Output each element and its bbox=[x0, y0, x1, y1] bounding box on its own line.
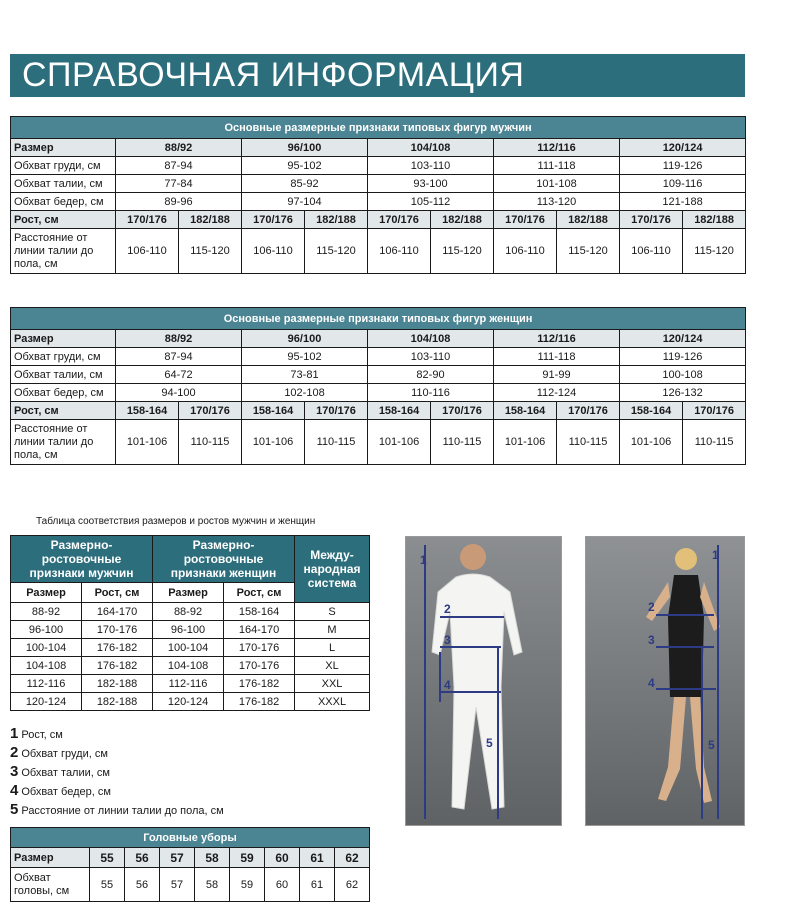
table-row bbox=[11, 621, 370, 639]
cell: 100-104 bbox=[11, 639, 82, 657]
height-cell: 170/176 bbox=[242, 211, 305, 229]
height-cell: 170/176 bbox=[557, 402, 620, 420]
cell: M bbox=[295, 621, 370, 639]
size-cell: 120/124 bbox=[620, 139, 746, 157]
table-caption: Основные размерные признаки типовых фигур мужчин bbox=[11, 117, 746, 139]
legend-number: 2 bbox=[10, 744, 19, 761]
cell: 101-106 bbox=[242, 420, 305, 465]
cell: 106-110 bbox=[494, 229, 557, 274]
man-figure bbox=[406, 537, 563, 827]
cell: 101-106 bbox=[620, 420, 683, 465]
size-cell: 96/100 bbox=[242, 139, 368, 157]
height-cell: 170/176 bbox=[620, 211, 683, 229]
cell: 58 bbox=[195, 868, 230, 902]
table-row bbox=[11, 193, 746, 211]
cell: 170-176 bbox=[224, 639, 295, 657]
height-cell: 170/176 bbox=[179, 402, 242, 420]
cell: 104-108 bbox=[11, 657, 82, 675]
legend-number: 5 bbox=[10, 801, 19, 818]
cell: 57 bbox=[160, 868, 195, 902]
row-label: Расстояние от линии талии до пола, см bbox=[11, 420, 116, 465]
cell: 158-164 bbox=[224, 603, 295, 621]
table-row bbox=[11, 366, 746, 384]
cell: 102-108 bbox=[242, 384, 368, 402]
cell: 109-116 bbox=[620, 175, 746, 193]
cell: 101-108 bbox=[494, 175, 620, 193]
marker-4: 4 bbox=[444, 678, 451, 692]
table-row bbox=[11, 639, 370, 657]
height-cell: 182/188 bbox=[305, 211, 368, 229]
legend-text: Обхват груди, см bbox=[21, 748, 108, 760]
cell: 112-124 bbox=[494, 384, 620, 402]
height-cell: 158-164 bbox=[620, 402, 683, 420]
marker-2: 2 bbox=[648, 600, 655, 614]
cell: 110-115 bbox=[431, 420, 494, 465]
cell: 182-188 bbox=[82, 675, 153, 693]
cell: 164-170 bbox=[224, 621, 295, 639]
height-cell: 158-164 bbox=[368, 402, 431, 420]
cell: 61 bbox=[300, 868, 335, 902]
marker-3: 3 bbox=[444, 633, 451, 647]
sub-header: Размер bbox=[153, 583, 224, 603]
women-size-table bbox=[10, 307, 746, 465]
cell: 101-106 bbox=[368, 420, 431, 465]
cell: 115-120 bbox=[431, 229, 494, 274]
legend-number: 3 bbox=[10, 763, 19, 780]
size-cell: 55 bbox=[90, 848, 125, 868]
cell: 60 bbox=[265, 868, 300, 902]
height-cell: 158-164 bbox=[242, 402, 305, 420]
marker-1: 1 bbox=[712, 548, 719, 562]
cell: 115-120 bbox=[683, 229, 746, 274]
height-label: Рост, см bbox=[11, 211, 116, 229]
table-row bbox=[11, 868, 370, 902]
cell: 103-110 bbox=[368, 157, 494, 175]
cell: 93-100 bbox=[368, 175, 494, 193]
size-cell: 112/116 bbox=[494, 330, 620, 348]
row-label: Обхват талии, см bbox=[11, 366, 116, 384]
height-cell: 170/176 bbox=[116, 211, 179, 229]
size-cell: 57 bbox=[160, 848, 195, 868]
height-cell: 182/188 bbox=[557, 211, 620, 229]
cell: 106-110 bbox=[368, 229, 431, 274]
cell: 111-118 bbox=[494, 348, 620, 366]
cell: 176-182 bbox=[224, 675, 295, 693]
cell: 64-72 bbox=[116, 366, 242, 384]
cell: 59 bbox=[230, 868, 265, 902]
row-label: Расстояние от линии талии до пола, см bbox=[11, 229, 116, 274]
cell: 110-115 bbox=[305, 420, 368, 465]
cell: 164-170 bbox=[82, 603, 153, 621]
page-title: СПРАВОЧНАЯ ИНФОРМАЦИЯ bbox=[10, 54, 745, 97]
cell: 176-182 bbox=[82, 639, 153, 657]
table-row bbox=[11, 693, 370, 711]
black-dress bbox=[668, 575, 704, 697]
cell: 88-92 bbox=[153, 603, 224, 621]
height-cell: 182/188 bbox=[683, 211, 746, 229]
marker-5: 5 bbox=[486, 736, 493, 750]
men-header: Размерно-ростовочные признаки мужчин bbox=[11, 536, 153, 583]
cell: S bbox=[295, 603, 370, 621]
cell: XXL bbox=[295, 675, 370, 693]
head bbox=[675, 548, 697, 570]
legend-text: Рост, см bbox=[21, 729, 63, 741]
intl-header: Между-народная система bbox=[295, 536, 370, 603]
woman-measurement-photo bbox=[585, 536, 745, 826]
legend-number: 1 bbox=[10, 725, 19, 742]
cell: 120-124 bbox=[153, 693, 224, 711]
cell: 95-102 bbox=[242, 348, 368, 366]
height-cell: 170/176 bbox=[368, 211, 431, 229]
cell: 176-182 bbox=[224, 693, 295, 711]
size-cell: 62 bbox=[335, 848, 370, 868]
cell: 77-84 bbox=[116, 175, 242, 193]
sub-header: Размер bbox=[11, 583, 82, 603]
table-row bbox=[11, 420, 746, 465]
row-label: Обхват груди, см bbox=[11, 157, 116, 175]
cell: XXXL bbox=[295, 693, 370, 711]
cell: 100-104 bbox=[153, 639, 224, 657]
size-cell: 104/108 bbox=[368, 330, 494, 348]
cell: 55 bbox=[90, 868, 125, 902]
man-measurement-photo bbox=[405, 536, 562, 826]
height-cell: 170/176 bbox=[431, 402, 494, 420]
cell: 115-120 bbox=[179, 229, 242, 274]
cell: 87-94 bbox=[116, 348, 242, 366]
row-label: Обхват бедер, см bbox=[11, 384, 116, 402]
size-cell: 59 bbox=[230, 848, 265, 868]
cell: 82-90 bbox=[368, 366, 494, 384]
cell: XL bbox=[295, 657, 370, 675]
table-row bbox=[11, 229, 746, 274]
height-label: Рост, см bbox=[11, 402, 116, 420]
cell: 111-118 bbox=[494, 157, 620, 175]
size-label: Размер bbox=[11, 848, 90, 868]
cell: 87-94 bbox=[116, 157, 242, 175]
size-cell: 104/108 bbox=[368, 139, 494, 157]
table-caption: Головные уборы bbox=[11, 828, 370, 848]
height-cell: 170/176 bbox=[305, 402, 368, 420]
height-cell: 182/188 bbox=[431, 211, 494, 229]
row-label: Обхват бедер, см bbox=[11, 193, 116, 211]
table-row bbox=[11, 657, 370, 675]
cell: 73-81 bbox=[242, 366, 368, 384]
cell: 126-132 bbox=[620, 384, 746, 402]
size-cell: 61 bbox=[300, 848, 335, 868]
cell: 106-110 bbox=[242, 229, 305, 274]
cell: 110-115 bbox=[683, 420, 746, 465]
cell: 96-100 bbox=[153, 621, 224, 639]
cell: L bbox=[295, 639, 370, 657]
cell: 170-176 bbox=[82, 621, 153, 639]
legend-item bbox=[10, 801, 224, 820]
cell: 119-126 bbox=[620, 157, 746, 175]
woman-figure bbox=[586, 537, 746, 827]
marker-2: 2 bbox=[444, 602, 451, 616]
table-row bbox=[11, 348, 746, 366]
table-row bbox=[11, 157, 746, 175]
marker-4: 4 bbox=[648, 676, 655, 690]
table-row bbox=[11, 175, 746, 193]
height-cell: 158-164 bbox=[494, 402, 557, 420]
cell: 91-99 bbox=[494, 366, 620, 384]
height-cell: 182/188 bbox=[179, 211, 242, 229]
cell: 94-100 bbox=[116, 384, 242, 402]
marker-1: 1 bbox=[420, 553, 427, 567]
cell: 170-176 bbox=[224, 657, 295, 675]
cell: 105-112 bbox=[368, 193, 494, 211]
cell: 110-115 bbox=[179, 420, 242, 465]
women-header: Размерно-ростовочные признаки женщин bbox=[153, 536, 295, 583]
cell: 110-116 bbox=[368, 384, 494, 402]
cell: 95-102 bbox=[242, 157, 368, 175]
cell: 182-188 bbox=[82, 693, 153, 711]
cell: 176-182 bbox=[82, 657, 153, 675]
size-cell: 120/124 bbox=[620, 330, 746, 348]
head bbox=[460, 544, 486, 570]
sub-header: Рост, см bbox=[224, 583, 295, 603]
cell: 106-110 bbox=[620, 229, 683, 274]
cell: 96-100 bbox=[11, 621, 82, 639]
row-label: Обхват головы, см bbox=[11, 868, 90, 902]
table-caption: Основные размерные признаки типовых фигур женщин bbox=[11, 308, 746, 330]
legend-text: Расстояние от линии талии до пола, см bbox=[21, 805, 224, 817]
correspondence-caption: Таблица соответствия размеров и ростов мужчин и женщин bbox=[36, 516, 316, 527]
cell: 101-106 bbox=[116, 420, 179, 465]
size-cell: 112/116 bbox=[494, 139, 620, 157]
cell: 104-108 bbox=[153, 657, 224, 675]
cell: 115-120 bbox=[305, 229, 368, 274]
marker-5: 5 bbox=[708, 738, 715, 752]
size-cell: 58 bbox=[195, 848, 230, 868]
size-cell: 88/92 bbox=[116, 330, 242, 348]
cell: 110-115 bbox=[557, 420, 620, 465]
cell: 89-96 bbox=[116, 193, 242, 211]
hats-size-table bbox=[10, 827, 370, 902]
cell: 100-108 bbox=[620, 366, 746, 384]
legend-item bbox=[10, 725, 224, 744]
men-size-table bbox=[10, 116, 746, 274]
correspondence-table bbox=[10, 535, 370, 711]
legend-item bbox=[10, 782, 224, 801]
row-label: Обхват груди, см bbox=[11, 348, 116, 366]
cell: 103-110 bbox=[368, 348, 494, 366]
height-cell: 170/176 bbox=[494, 211, 557, 229]
table-row bbox=[11, 603, 370, 621]
size-cell: 96/100 bbox=[242, 330, 368, 348]
cell: 121-188 bbox=[620, 193, 746, 211]
size-label: Размер bbox=[11, 139, 116, 157]
left-leg bbox=[658, 697, 686, 801]
size-cell: 56 bbox=[125, 848, 160, 868]
cell: 119-126 bbox=[620, 348, 746, 366]
size-cell: 60 bbox=[265, 848, 300, 868]
sub-header: Рост, см bbox=[82, 583, 153, 603]
cell: 113-120 bbox=[494, 193, 620, 211]
cell: 112-116 bbox=[11, 675, 82, 693]
height-cell: 158-164 bbox=[116, 402, 179, 420]
cell: 115-120 bbox=[557, 229, 620, 274]
legend-item bbox=[10, 763, 224, 782]
marker-3: 3 bbox=[648, 633, 655, 647]
cell: 88-92 bbox=[11, 603, 82, 621]
table-row bbox=[11, 384, 746, 402]
height-cell: 170/176 bbox=[683, 402, 746, 420]
cell: 62 bbox=[335, 868, 370, 902]
legend-text: Обхват талии, см bbox=[21, 767, 110, 779]
size-label: Размер bbox=[11, 330, 116, 348]
legend-text: Обхват бедер, см bbox=[21, 786, 111, 798]
table-row bbox=[11, 675, 370, 693]
size-cell: 88/92 bbox=[116, 139, 242, 157]
measurement-legend bbox=[10, 725, 224, 820]
cell: 56 bbox=[125, 868, 160, 902]
legend-item bbox=[10, 744, 224, 763]
cell: 106-110 bbox=[116, 229, 179, 274]
legend-number: 4 bbox=[10, 782, 19, 799]
row-label: Обхват талии, см bbox=[11, 175, 116, 193]
cell: 112-116 bbox=[153, 675, 224, 693]
cell: 120-124 bbox=[11, 693, 82, 711]
cell: 101-106 bbox=[494, 420, 557, 465]
cell: 85-92 bbox=[242, 175, 368, 193]
cell: 97-104 bbox=[242, 193, 368, 211]
